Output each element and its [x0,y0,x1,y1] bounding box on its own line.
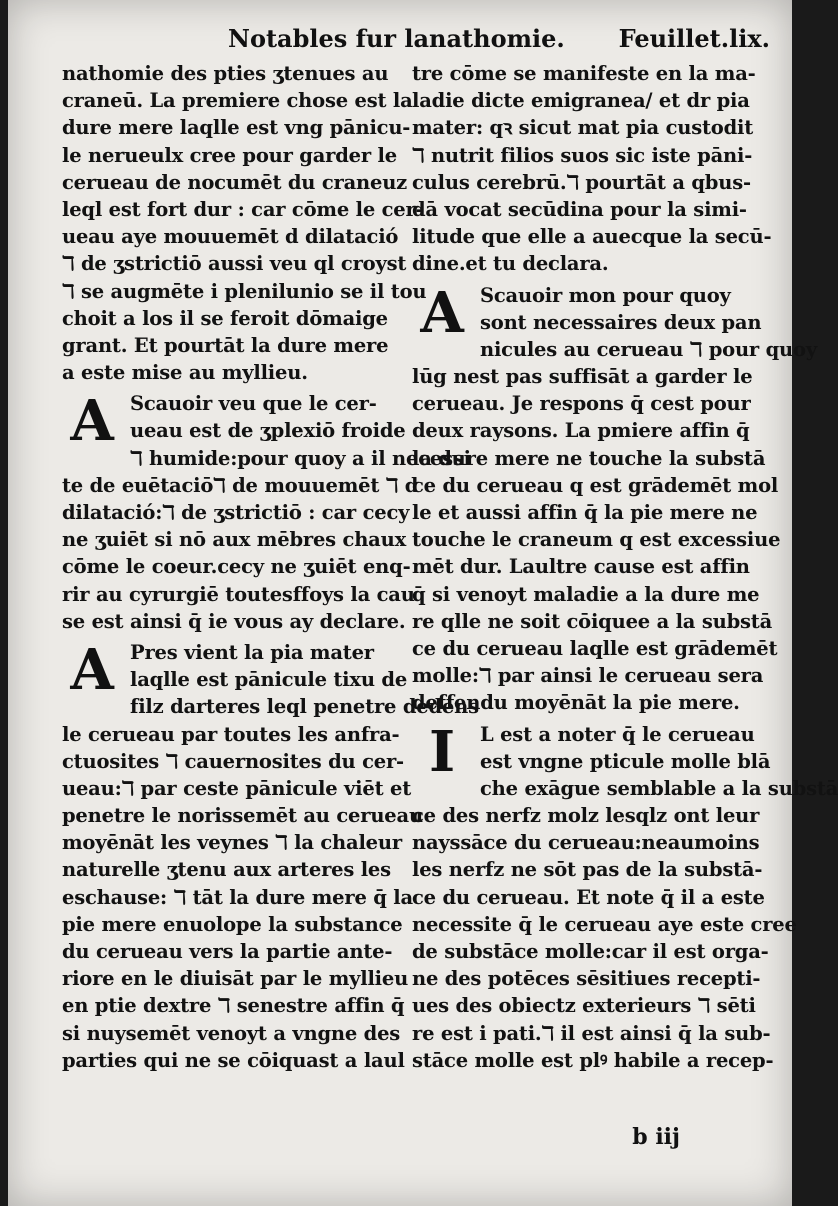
text-line: che exāgue semblable a la substā [480,776,838,800]
text-line: touche le craneum q est excessiue [412,528,781,552]
text-line: mēt dur. Laultre cause est affin [412,555,750,579]
text-line: du cerueau vers la partie ante- [62,940,393,963]
text-line: est vngne pticule molle blā [480,749,771,773]
paragraph [62,60,427,386]
signature-mark: b iij [632,1124,680,1150]
text-line: litude que elle a auecque la secū- [412,225,772,249]
paragraph [62,388,471,635]
text-line: cerueau de nocumēt du craneuz [62,170,408,194]
text-line: cerueau. Je respons q̄ cest pour [412,392,751,416]
text-line: en ptie dextre ℸ senestre affin q̄ [62,994,405,1018]
text-line: nayssāce du cerueau:neaumoins [412,831,760,855]
text-line: ce des nerfz molz lesqlz ont leur [412,804,760,828]
text-line: pie mere enuolope la substance [62,912,403,936]
text-line: necessite q̄ le cerueau aye este cree [412,912,797,936]
text-line: ℸ nutrit filios suos sic iste pāni- [412,143,753,167]
text-line: ueau:ℸ par ceste pānicule viēt et [62,776,412,800]
text-line: Scauoir veu que le cer- [130,392,377,416]
text-line: la dure mere ne touche la substā [412,446,766,470]
book-page [8,0,838,1206]
text-line: filz darteres leql penetre dedens [130,695,479,719]
text-line: dā vocat secūdina pour la simi- [412,197,747,221]
drop-cap-initial: A [70,388,114,455]
text-line: ce du cerueau. Et note q̄ il a este [412,885,765,909]
text-line: deffendu moyēnāt la pie mere. [412,691,740,715]
text-line: culus cerebrū.ℸ pourtāt a qbus- [412,170,751,194]
right-column [412,60,838,1078]
text-line: L est a noter q̄ le cerueau [480,722,755,746]
text-line: re est i pati.ℸ il est ainsi q̄ la sub- [412,1021,771,1045]
paragraph [412,718,838,1074]
drop-cap-initial: I [429,718,455,785]
text-line: Scauoir mon pour quoy [480,283,731,307]
folio-number: Feuillet.lix. [618,24,770,53]
text-line: a este mise au myllieu. [62,361,308,385]
text-line: ne ʒuiēt si nō aux mēbres chaux [62,528,407,552]
text-line: leql est fort dur : car cōme le cer- [62,197,424,221]
text-line: q̄ si venoyt maladie a la dure me [412,582,760,606]
left-column [62,60,479,1078]
paragraph [62,636,479,1074]
text-line: re qlle ne soit cōiquee a la substā [412,609,773,633]
text-line: ℸ humide:pour quoy a il necessi [130,446,471,470]
text-line: ℸ de ʒstrictiō aussi veu ql croyst [62,252,407,276]
text-line: grant. Et pourtāt la dure mere [62,333,389,357]
text-line: Pres vient la pia mater [130,640,374,664]
text-line: se est ainsi q̄ ie vous ay declare. [62,609,406,633]
text-line: choit a los il se feroit dōmaige [62,306,388,330]
text-line: le cerueau par toutes les anfra- [62,722,400,746]
text-line: tre cōme se manifeste en la ma- [412,62,756,85]
text-line: deux raysons. La pmiere affin q̄ [412,419,750,443]
paragraph [412,279,817,717]
text-line: parties qui ne se cōiquast a laul [62,1048,405,1072]
text-line: mater: qꝛ sicut mat pia custodit [412,116,754,140]
text-line: cōme le coeur.cecy ne ʒuiēt enq- [62,555,411,579]
text-line: lūg nest pas suffisāt a garder le [412,365,753,389]
text-line: te de euētaciōℸ de mouuemēt ℸ d [62,473,419,497]
drop-cap-initial: A [420,279,464,346]
drop-cap-initial: A [70,636,114,703]
text-line: ne des potēces sēsitiues recepti- [412,967,761,991]
text-line: dure mere laqlle est vng pānicu- [62,116,411,140]
text-line: eschause: ℸ tāt la dure mere q̄ la [62,885,413,909]
text-line: ℸ se augmēte i plenilunio se il tou [62,279,427,303]
text-line: naturelle ʒtenu aux arteres les [62,858,391,882]
text-line: ctuosites ℸ cauernosites du cer- [62,749,404,773]
text-line: sont necessaires deux pan [480,310,762,334]
text-line: nicules au cerueau ℸ pour quoy [480,337,817,361]
running-header [8,18,792,58]
text-line: ladie dicte emigranea/ et dr pia [412,89,750,113]
text-line: ues des obiectz exterieurs ℸ sēti [412,994,756,1018]
text-line: dine.et tu declara. [412,252,609,276]
text-line: si nuysemēt venoyt a vngne des [62,1021,401,1045]
text-line: ce du cerueau q est grādemēt mol [412,473,779,497]
text-line: riore en le diuisāt par le myllieu [62,967,409,991]
text-line: dilatació:ℸ de ʒstrictiō : car cecy [62,501,410,524]
text-line: rir au cyrurgiē toutesffoys la cau [62,582,415,606]
text-line: nathomie des pties ʒtenues au [62,62,389,85]
text-line: les nerfz ne sōt pas de la substā- [412,858,763,882]
text-line: ce du cerueau laqlle est grādemēt [412,636,778,660]
text-line: laqlle est pānicule tixu de [130,668,408,692]
text-line: molle:ℸ par ainsi le cerueau sera [412,664,764,688]
paragraph [412,60,772,278]
text-line: le et aussi affin q̄ la pie mere ne [412,501,758,524]
text-line: craneū. La premiere chose est la [62,89,413,113]
text-line: le nerueulx cree pour garder le [62,143,397,167]
running-title: Notables fur lanathomie. [228,24,565,53]
text-line: stāce molle est plꝰ habile a recep- [412,1048,774,1072]
text-line: moyēnāt les veynes ℸ la chaleur [62,831,402,855]
text-line: penetre le norissemēt au cerueau [62,804,423,828]
text-line: ueau est de ʒplexiō froide [130,419,406,443]
text-line: de substāce molle:car il est orga- [412,940,769,963]
text-line: ueau aye mouuemēt d dilatació [62,225,399,249]
